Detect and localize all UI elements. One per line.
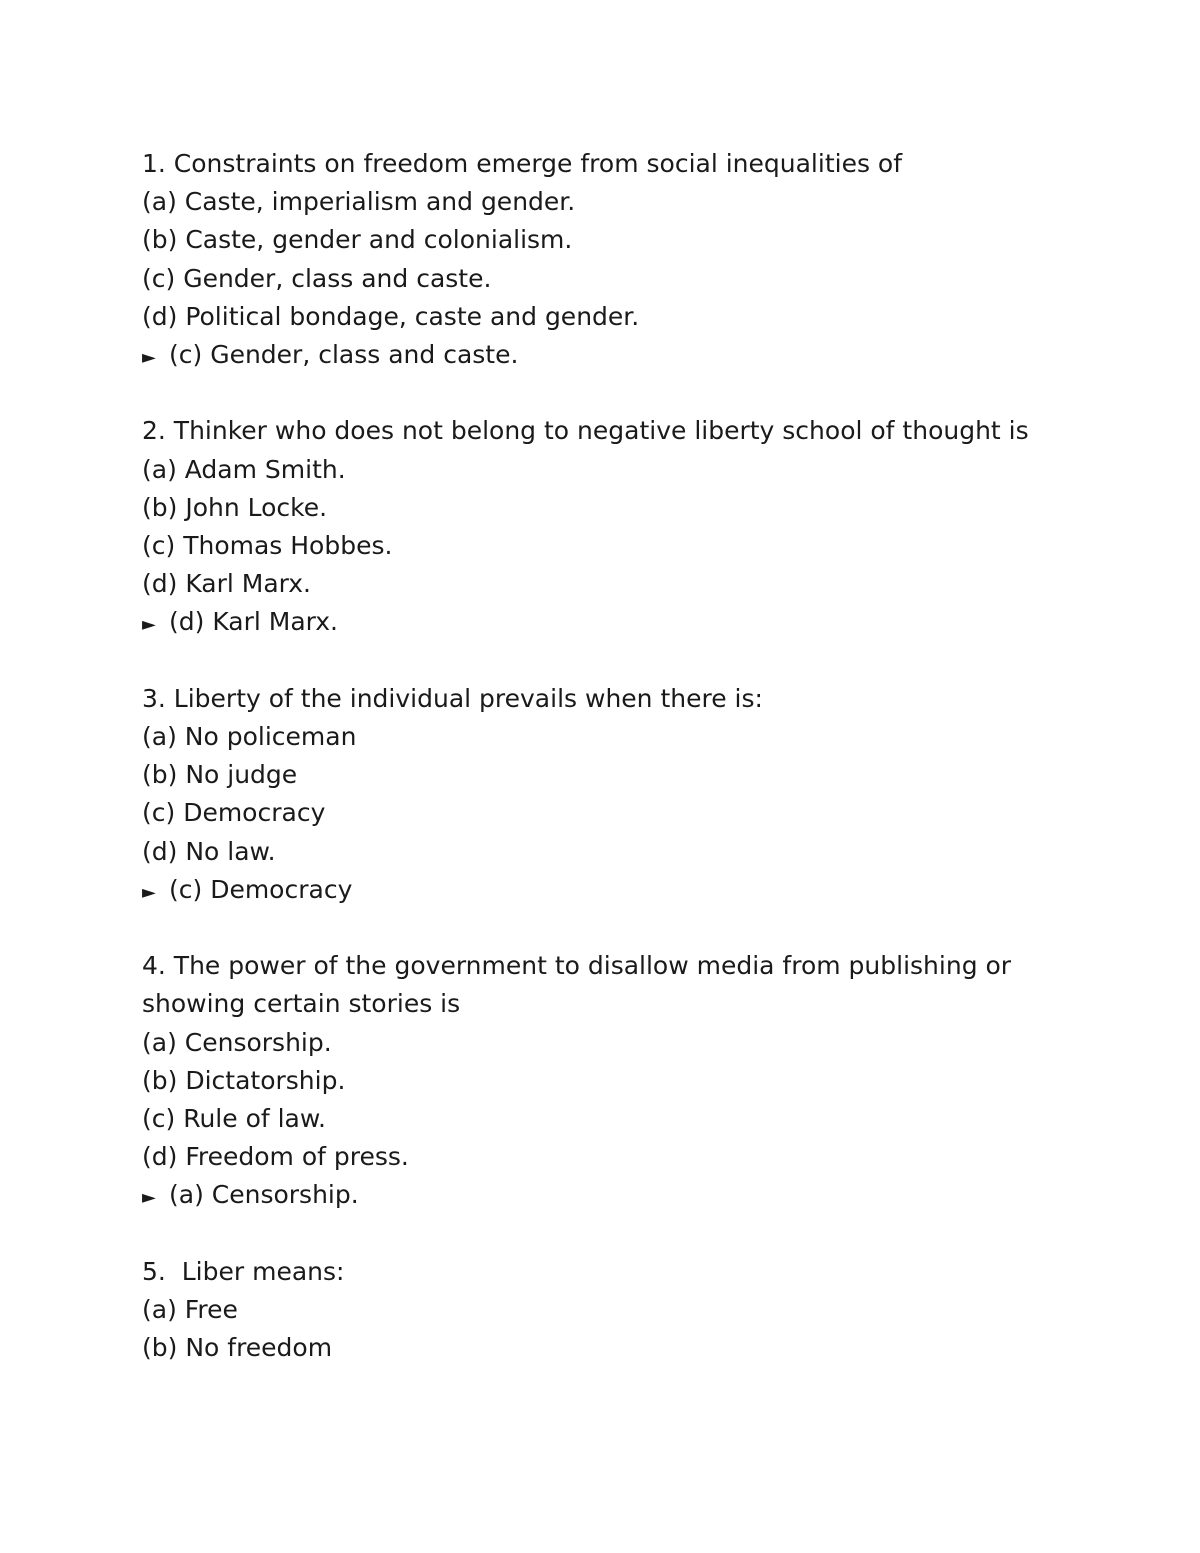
arrow-pointer-icon: ►	[142, 614, 156, 636]
question-2	[142, 412, 1062, 641]
question-5	[142, 1253, 1062, 1368]
option-d: (d) Karl Marx.	[142, 569, 312, 599]
question-3	[142, 680, 1062, 909]
option-d: (d) Political bondage, caste and gender.	[142, 301, 640, 331]
question-stem: 3. Liberty of the individual prevails when there is:	[142, 683, 763, 713]
option-d: (d) Freedom of press.	[142, 1142, 409, 1172]
option-b: (b) John Locke.	[142, 492, 328, 522]
option-a: (a) Caste, imperialism and gender.	[142, 187, 576, 217]
question-stem: 2. Thinker who does not belong to negative liberty school of thought is	[142, 416, 1029, 446]
option-b: (b) No judge	[142, 760, 298, 790]
arrow-pointer-icon: ►	[142, 881, 156, 903]
question-4	[142, 947, 1062, 1214]
arrow-pointer-icon: ►	[142, 1187, 156, 1209]
option-c: (c) Rule of law.	[142, 1104, 326, 1134]
option-c: (c) Thomas Hobbes.	[142, 531, 393, 561]
answer-line	[142, 336, 1062, 374]
answer-line	[142, 1176, 1062, 1214]
option-d: (d) No law.	[142, 836, 276, 866]
question-stem: 5. Liber means:	[142, 1256, 345, 1286]
arrow-pointer-icon: ►	[142, 347, 156, 369]
answer-text: (a) Censorship.	[169, 1180, 359, 1210]
option-a: (a) No policeman	[142, 722, 357, 752]
option-b: (b) No freedom	[142, 1333, 333, 1363]
option-b: (b) Caste, gender and colonialism.	[142, 225, 573, 255]
answer-line	[142, 871, 1062, 909]
question-1	[142, 145, 1062, 374]
document-page	[142, 145, 1062, 1406]
answer-text: (c) Democracy	[169, 874, 353, 904]
question-stem: 1. Constraints on freedom emerge from social inequalities of	[142, 149, 903, 178]
option-c: (c) Gender, class and caste.	[142, 263, 492, 293]
answer-text: (c) Gender, class and caste.	[169, 340, 519, 370]
option-a: (a) Free	[142, 1295, 238, 1325]
answer-line	[142, 603, 1062, 641]
option-c: (c) Democracy	[142, 798, 326, 828]
option-b: (b) Dictatorship.	[142, 1065, 346, 1095]
question-stem: 4. The power of the government to disallow media from publishing or showing certain stories is	[142, 951, 1020, 1019]
option-a: (a) Adam Smith.	[142, 454, 346, 484]
answer-text: (d) Karl Marx.	[169, 607, 339, 637]
option-a: (a) Censorship.	[142, 1027, 332, 1057]
